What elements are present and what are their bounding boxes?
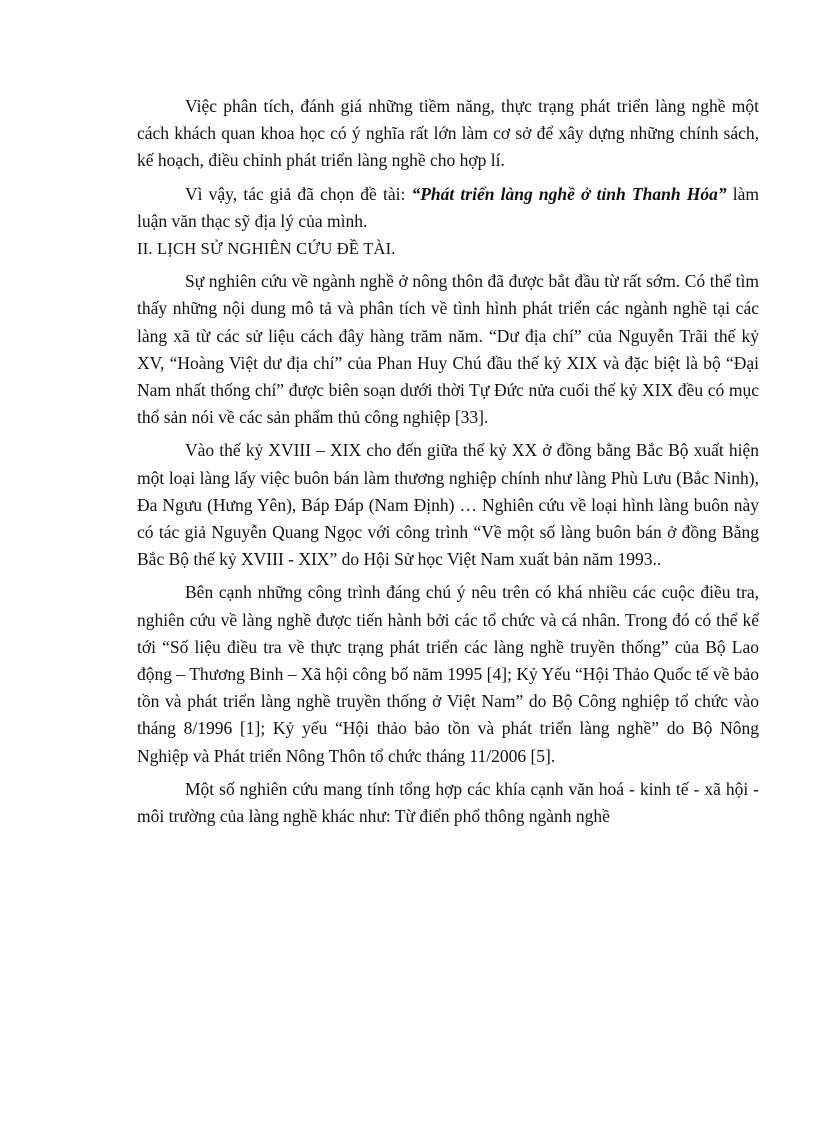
paragraph-2 xyxy=(137,181,759,235)
paragraph-1: Việc phân tích, đánh giá những tiềm năng, thực trạng phát triển làng nghề một cách khách quan khoa học có ý nghĩa rất lớn làm cơ sở để xây dựng những chính sách, kế hoạch, điều chỉnh phát triển làng nghề cho hợp lí. xyxy=(137,96,759,171)
paragraph-3: Sự nghiên cứu về ngành nghề ở nông thôn đã được bắt đầu từ rất sớm. Có thể tìm thấy những nội dung mô tả và phân tích về tình hình phát triển các ngành nghề tại các làng xã từ các sử liệu cách đây hàng trăm năm. “Dư địa chí” của Nguyễn Trãi thế kỷ XV, “Hoàng Việt dư địa chí” của Phan Huy Chú đầu thế kỷ XIX và đặc biệt là bộ “Đại Nam nhất thống chí” được biên soạn dưới thời Tự Đức nửa cuối thế kỷ XIX đều có mục thổ sản nói về các sản phẩm thủ công nghiệp [33]. xyxy=(137,271,759,428)
paragraph-2-lead: Vì vậy, tác giả đã chọn đề tài: xyxy=(185,183,412,204)
paragraph-6: Một số nghiên cứu mang tính tổng hợp các khía cạnh văn hoá - kinh tế - xã hội - môi trường của làng nghề khác như: Từ điển phổ thông ngành nghề xyxy=(137,778,759,827)
paragraph-4: Vào thế kỷ XVIII – XIX cho đến giữa thế kỷ XX ở đồng bằng Bắc Bộ xuất hiện một loại làng lấy việc buôn bán làm thương nghiệp chính như làng Phù Lưu (Bắc Ninh), Đa Ngưu (Hưng Yên), Báp Đáp (Nam Định) … Nghiên cứu về loại hình làng buôn này có tác giả Nguyễn Quang Ngọc với công trình “Về một số làng buôn bán ở đồng Bằng Bắc Bộ thế kỷ XVIII - XIX” do Hội Sử học Việt Nam xuất bản năm 1993.. xyxy=(137,440,759,570)
paragraph-5: Bên cạnh những công trình đáng chú ý nêu trên có khá nhiều các cuộc điều tra, nghiên cứu về làng nghề được tiến hành bởi các tổ chức và cá nhân. Trong đó có thể kể tới “Số liệu điều tra về thực trạng phát triển các làng nghề truyền thống” của Bộ Lao động – Thương Binh – Xã hội công bố năm 1995 [4]; Kỷ Yếu “Hội Thảo Quốc tế về bảo tồn và phát triển làng nghề truyền thống ở Việt Nam” do Bộ Công nghiệp tổ chức vào tháng 8/1996 [1]; Kỷ yếu “Hội thảo bảo tồn và phát triển làng nghề” do Bộ Nông Nghiệp và Phát triển Nông Thôn tổ chức tháng 11/2006 [5]. xyxy=(137,582,759,766)
document-body xyxy=(137,93,759,830)
section-heading: II. LỊCH SỬ NGHIÊN CỨU ĐỀ TÀI. xyxy=(137,239,396,259)
paragraph-2-tail: làm luận văn thạc sỹ địa lý của mình. xyxy=(137,183,759,231)
thesis-title: “Phát triển làng nghề ở tỉnh Thanh Hóa” xyxy=(411,183,727,204)
